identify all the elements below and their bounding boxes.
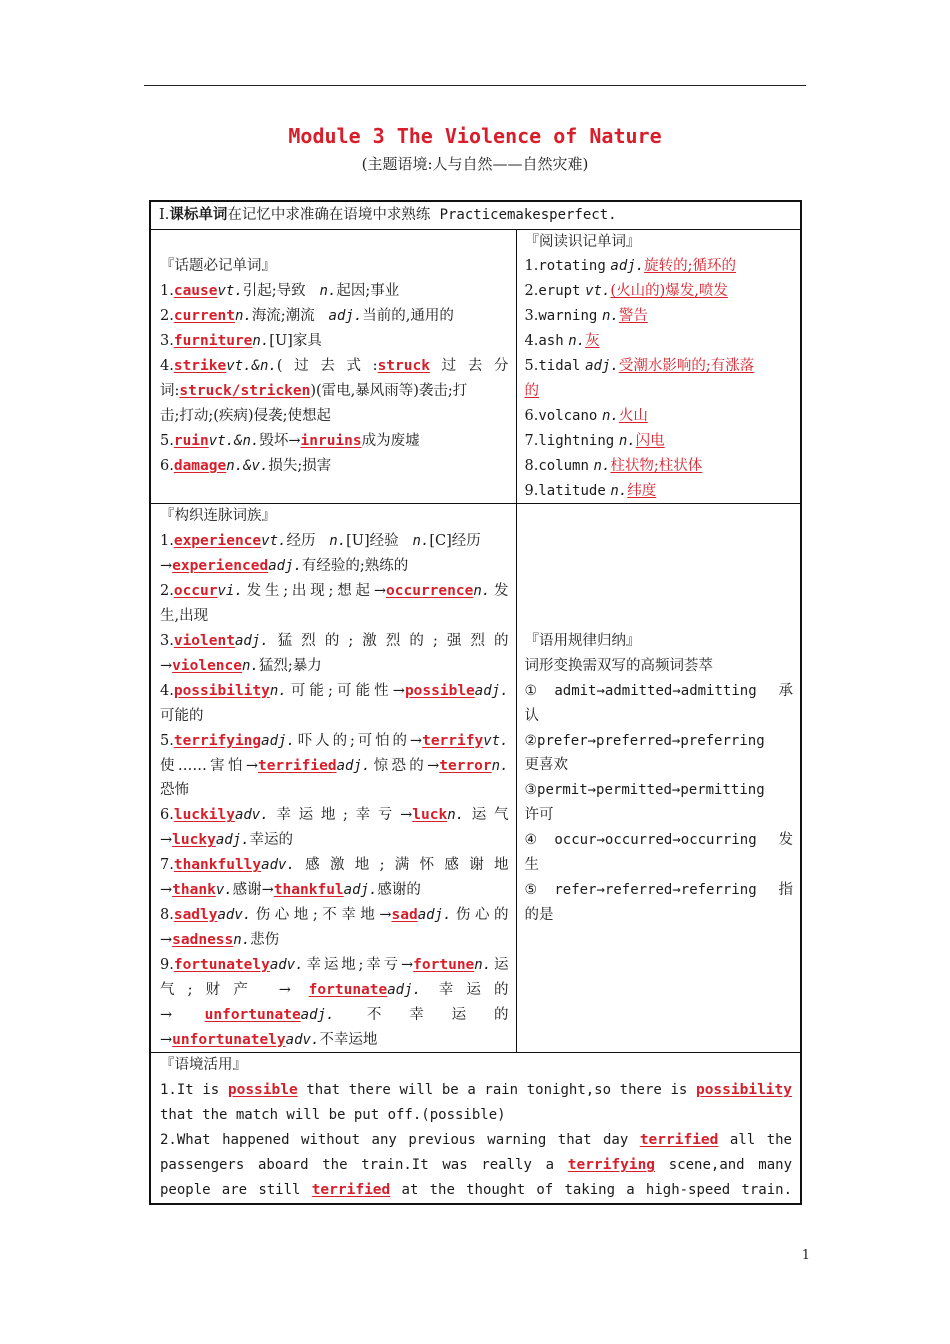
answer-text: struck xyxy=(377,358,430,375)
word-family-heading: 『构织连脉词族』 xyxy=(160,508,276,525)
answer-text: terrified xyxy=(639,1132,719,1149)
vocabulary-table xyxy=(149,200,802,1205)
page-title: Module 3 The Violence of Nature xyxy=(288,124,662,148)
section-number: Ⅰ. xyxy=(159,207,170,223)
answer-text: terrify xyxy=(422,732,484,749)
usage-rules-heading: 『语用规律归纳』 xyxy=(524,632,641,649)
list-item-cont: 认 xyxy=(524,707,539,724)
reading-words-cell xyxy=(516,229,801,504)
list-item: 3.warning n.警告 xyxy=(524,308,648,325)
list-item: 2.currentn.海流;潮流 adj.当前的,通用的 xyxy=(160,308,454,325)
list-item-cont: 更喜欢 xyxy=(524,757,568,774)
answer-text: experienced xyxy=(172,558,269,575)
topic-words-cell xyxy=(150,229,516,504)
usage-rules-cell xyxy=(516,504,801,1053)
list-item-cont: →violencen.猛烈;暴力 xyxy=(160,657,322,674)
list-item: 6.volcano n.火山 xyxy=(524,407,648,424)
section-header xyxy=(150,201,801,229)
answer-text: thank xyxy=(172,882,216,899)
section-instruction: 在记忆中求准确在语境中求熟练 xyxy=(227,207,431,223)
answer-text: possibility xyxy=(173,682,270,699)
row-families xyxy=(150,504,801,1053)
answer-text: luck xyxy=(412,807,448,824)
answer-text: thankfully xyxy=(173,857,262,874)
list-item: 4.ash n.灰 xyxy=(524,333,600,350)
context-use-cell xyxy=(150,1053,801,1204)
list-item-cont: 词:struck/stricken)(雷电,暴风雨等)袭击;打 xyxy=(160,382,468,399)
answer-text: 旋转的;循环的 xyxy=(644,258,736,275)
list-item-cont: 使……害怕→terrifiedadj.惊恐的→terrorn. xyxy=(160,757,509,774)
list-item-cont xyxy=(525,379,794,404)
list-item-cont: →experiencedadj.有经验的;熟练的 xyxy=(160,558,409,575)
section-title: 课标单词 xyxy=(169,206,228,223)
answer-text: 的 xyxy=(524,382,539,399)
list-item-cont: →unfortunatelyadv.不幸运地 xyxy=(160,1031,378,1048)
answer-text: 火山 xyxy=(618,407,648,424)
answer-text: unfortunate xyxy=(204,1006,301,1023)
list-item-cont: →thankv.感谢→thankfuladj.感谢的 xyxy=(160,882,421,899)
answer-text: current xyxy=(173,308,235,325)
list-item: 1.causevt.引起;导致 n.起因;事业 xyxy=(160,283,400,300)
list-item-cont: →sadnessn.悲伤 xyxy=(160,931,280,948)
sentence: 2.What happened without any previous warning that day terrified all the xyxy=(160,1132,792,1149)
answer-text: 警告 xyxy=(618,308,648,325)
list-item-cont: →luckyadj.幸运的 xyxy=(160,832,294,849)
answer-text: fortune xyxy=(413,956,475,973)
list-item: ③permit→permitted→permitting xyxy=(524,782,765,799)
list-item-cont: 许可 xyxy=(524,807,554,824)
list-item: 1.experiencevt.经历 n.[U]经验 n.[C]经历 xyxy=(160,533,481,550)
answer-text: possible xyxy=(227,1082,298,1099)
section-header-row xyxy=(150,201,801,229)
list-item: 6.damagen.&v.损失;损害 xyxy=(160,457,332,474)
sentence-cont: that the match will be put off.(possible) xyxy=(160,1107,506,1124)
answer-text: occur xyxy=(173,583,218,600)
sentence-cont: people are still terrified at the thought of taking a high-speed train. xyxy=(160,1181,792,1198)
answer-text: possibility xyxy=(695,1082,792,1099)
answer-text: thankful xyxy=(273,882,344,899)
list-item-cont: 生,出现 xyxy=(160,608,209,625)
answer-text: sadly xyxy=(173,906,218,923)
list-item: 8.sadlyadv.伤心地;不幸地→sadadj.伤心的 xyxy=(160,906,509,923)
answer-text: inruins xyxy=(300,432,362,449)
list-item: 4.possibilityn.可能;可能性→possibleadj. xyxy=(160,682,509,699)
list-item: 5.terrifyingadj.吓人的;可怕的→terrifyvt. xyxy=(160,732,509,749)
list-item: 3.furnituren.[U]家具 xyxy=(160,333,322,350)
answer-text: terrifying xyxy=(567,1157,656,1174)
sentence-cont: passengers aboard the train.It was really a terrifying scene,and many xyxy=(160,1157,793,1174)
list-item: 6.luckilyadv.幸运地;幸亏→luckn.运气 xyxy=(160,807,509,824)
answer-text: strike xyxy=(173,358,227,375)
answer-text: terrifying xyxy=(173,732,262,749)
answer-text: sadness xyxy=(172,931,234,948)
answer-text: sad xyxy=(391,906,418,923)
answer-text: struck/stricken xyxy=(179,382,311,399)
context-use-heading: 『语境活用』 xyxy=(160,1057,247,1074)
answer-text: 闪电 xyxy=(635,432,665,449)
answer-text: unfortunately xyxy=(172,1031,286,1048)
answer-text: 灰 xyxy=(585,333,600,350)
answer-text: terrified xyxy=(311,1181,391,1198)
list-item: 7.thankfullyadv.感激地;满怀感谢地 xyxy=(160,857,509,874)
list-item: 5.tidal adj.受潮水影响的;有涨落 xyxy=(524,358,755,375)
answer-text: furniture xyxy=(173,333,253,350)
list-item: ④occur→occurred→occurring 发 xyxy=(524,832,794,849)
answer-text: possible xyxy=(404,682,475,699)
list-item: 9.fortunatelyadv.幸运地;幸亏→fortunen.运 xyxy=(160,956,509,973)
answer-text: violent xyxy=(173,633,235,649)
answer-text: violence xyxy=(172,657,242,674)
row-words xyxy=(150,229,801,504)
list-item: 4.strikevt.&n.(过去式:struck过去分 xyxy=(160,358,509,375)
list-item-cont: 击;打动;(疾病)侵袭;使想起 xyxy=(160,407,331,424)
answer-text: occurrence xyxy=(386,583,474,600)
list-item-cont: 恐怖 xyxy=(160,782,189,799)
list-item: 7.lightning n.闪电 xyxy=(524,432,665,449)
row-context xyxy=(150,1053,801,1204)
list-item: 2.erupt vt.(火山的)爆发,喷发 xyxy=(524,283,728,300)
list-item: 8.column n.柱状物;柱状体 xyxy=(524,457,703,474)
answer-text: lucky xyxy=(172,832,216,849)
sentence: 1.It is possible that there will be a rain tonight,so there is possibility xyxy=(160,1082,792,1099)
word-family-cell xyxy=(150,504,516,1053)
usage-rules-intro: 词形变换需双写的高频词荟萃 xyxy=(524,657,713,674)
answer-text: (火山的)爆发,喷发 xyxy=(610,283,728,300)
page-number: 1 xyxy=(801,1248,810,1263)
answer-text: experience xyxy=(173,533,262,550)
list-item: 2.occurvi.发生;出现;想起→occurrencen.发 xyxy=(160,583,509,600)
list-item: 9.latitude n.纬度 xyxy=(524,482,657,499)
answer-text: luckily xyxy=(173,807,235,824)
reading-words-heading: 『阅读识记单词』 xyxy=(524,233,641,250)
list-item: 3.violentadj.猛烈的;激烈的;强烈的 xyxy=(160,633,509,649)
answer-text: fortunate xyxy=(308,981,388,998)
topic-words-heading: 『话题必记单词』 xyxy=(160,258,276,275)
list-item: 5.ruinvt.&n.毁坏→inruins成为废墟 xyxy=(160,432,420,449)
answer-text: 纬度 xyxy=(627,482,657,499)
list-item: ②prefer→preferred→preferring xyxy=(524,732,765,749)
answer-text: damage xyxy=(173,457,227,474)
page-subtitle: (主题语境:人与自然——自然灾难) xyxy=(361,155,589,173)
answer-text: terrified xyxy=(257,757,337,774)
header-rule xyxy=(144,85,806,86)
answer-text: fortunately xyxy=(173,956,270,973)
answer-text: 柱状物;柱状体 xyxy=(610,457,703,474)
answer-text: ruin xyxy=(173,432,209,449)
list-item-cont: 可能的 xyxy=(160,707,204,724)
list-item: 1.rotating adj.旋转的;循环的 xyxy=(524,258,736,275)
list-item-cont: 气;财产 → fortunateadj. 幸运的 xyxy=(160,981,509,998)
list-item: ①admit→admitted→admitting 承 xyxy=(524,682,794,699)
answer-text: cause xyxy=(173,283,218,300)
list-item-cont: → unfortunateadj. 不幸运的 xyxy=(160,1006,509,1023)
answer-text: 受潮水影响的;有涨落 xyxy=(618,358,755,375)
section-motto: Practicemakesperfect. xyxy=(439,207,617,223)
answer-text: terror xyxy=(439,757,492,774)
list-item-cont: 的是 xyxy=(524,906,554,923)
list-item: ⑤refer→referred→referring 指 xyxy=(524,881,794,898)
list-item-cont: 生 xyxy=(524,857,539,874)
